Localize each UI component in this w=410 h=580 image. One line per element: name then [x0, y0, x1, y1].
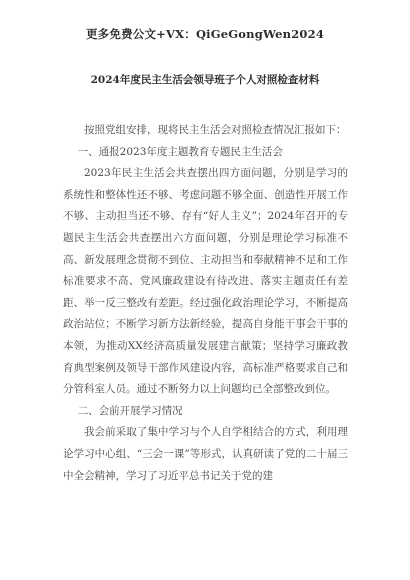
paragraph-problems: 2023年民主生活会共查摆出四方面问题，分别是学习的系统性和整体性还不够、考虑问题不够全面、创造性开展工作不够、主动担当还不够、存有“好人主义”；2024年召开的专题民主生活会共查摆出六方面问题，分别是理论学习标准不高、新发展理念贯彻不到位、主动担当和奉献精神不足和工作标准要求不高、党风廉政建设有待改进、落实主题责任有差距、举一反三整改有差距。经过强化政治理论学习，不断提高政治站位；不断学习新方法新经验，提高自身能干事会干事的本领，为推动XX经济高质量发展建言献策；坚持学习廉政教育典型案例及领导干部作风建设内容，高标准严格要求自己和分管科室人员。通过不断努力以上问题均已全部整改到位。	[63, 167, 348, 396]
document-title: 2024年度民主生活会领导班子个人对照检查材料	[90, 74, 320, 86]
section-heading-2: 二、会前开展学习情况	[77, 404, 183, 417]
section-heading-1: 一、通报2023年度主题教育专题民主生活会	[77, 145, 283, 158]
paragraph-intro: 按照党组安排，现将民主生活会对照检查情况汇报如下：	[84, 124, 347, 136]
paragraph-study: 我会前采取了集中学习与个人自学相结合的方式，利用理论学习中心组、“三会一课”等形式，认真研读了党的二十届三中全会精神，学习了习近平总书记关于党的建	[63, 426, 348, 482]
document-header: 更多免费公文+VX：QiGeGongWen2024	[85, 27, 325, 41]
document-body	[63, 120, 348, 487]
